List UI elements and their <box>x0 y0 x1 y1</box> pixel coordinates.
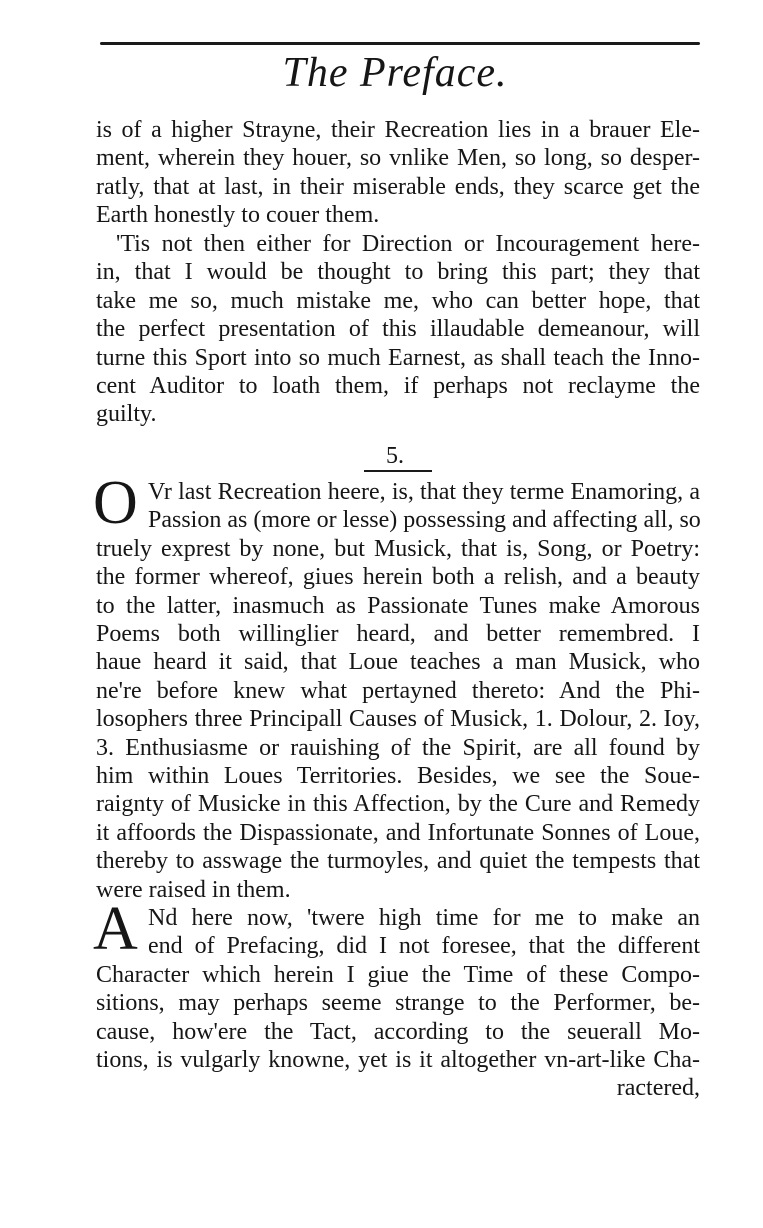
text-line: 'Tis not then either for Direction or Incouragement here- <box>116 231 700 257</box>
catchword: ractered, <box>616 1075 700 1102</box>
drop-cap-o: O <box>93 469 138 537</box>
paragraph-4 <box>96 904 700 1103</box>
text-line: take me so, much mistake me, who can better hope, that <box>96 287 700 314</box>
paragraph-1 <box>96 116 700 230</box>
text-line: guilty. <box>96 401 157 428</box>
text-line: 3. Enthusiasme or rauishing of the Spirit, are all found by <box>96 734 700 761</box>
text-line: turne this Sport into so much Earnest, as shall teach the Inno- <box>96 344 700 371</box>
text-line: end of Prefacing, did I not foresee, that the different <box>148 933 700 960</box>
text-line: losophers three Principall Causes of Musick, 1. Dolour, 2. Ioy, <box>96 706 700 733</box>
text-line: sitions, may perhaps seeme strange to the Performer, be- <box>96 990 700 1017</box>
text-line: Passion as (more or lesse) possessing and affecting all, so <box>148 507 701 534</box>
text-line: the former whereof, giues herein both a relish, and a beauty <box>96 564 700 591</box>
text-line: ne're before knew what pertayned thereto: And the Phi- <box>96 677 700 704</box>
text-line: thereby to asswage the turmoyles, and quiet the tempests that <box>96 848 700 875</box>
text-line: Earth honestly to couer them. <box>96 202 380 229</box>
drop-cap-a: A <box>93 895 138 963</box>
text-line: Vr last Recreation heere, is, that they terme Enamoring, a <box>148 479 700 505</box>
text-line: ment, wherein they houer, so vnlike Men, so long, so desper- <box>96 145 700 172</box>
text-line: cause, how'ere the Tact, according to the seuerall Mo- <box>96 1018 700 1045</box>
text-line: tions, is vulgarly knowne, yet is it altogether vn-art-like Cha- <box>96 1047 700 1074</box>
paragraph-2 <box>96 230 700 429</box>
text-line: cent Auditor to loath them, if perhaps not reclayme the <box>96 373 700 400</box>
text-line: Poems both willinglier heard, and better remembred. I <box>96 621 700 648</box>
section-number: 5. <box>386 443 404 469</box>
paragraph-3 <box>96 478 700 904</box>
text-line: is of a higher Strayne, their Recreation lies in a brauer Ele- <box>96 117 700 143</box>
text-line: truely exprest by none, but Musick, that is, Song, or Poetry: <box>96 535 700 562</box>
section-underline <box>364 470 432 472</box>
text-line: haue heard it said, that Loue teaches a man Musick, who <box>96 649 700 676</box>
text-line: it affoords the Dispassionate, and Infortunate Sonnes of Loue, <box>96 819 700 846</box>
text-line: the perfect presentation of this illaudable demeanour, will <box>96 316 700 343</box>
header-rule <box>100 42 700 45</box>
text-line: were raised in them. <box>96 876 291 903</box>
text-line: in, that I would be thought to bring this part; they that <box>96 259 700 286</box>
text-line: Nd here now, 'twere high time for me to make an <box>148 905 700 931</box>
text-line: ratly, that at last, in their miserable ends, they scarce get the <box>96 173 700 200</box>
text-line: him within Loues Territories. Besides, we see the Soue- <box>96 763 700 790</box>
text-line: to the latter, inasmuch as Passionate Tunes make Amorous <box>96 592 700 619</box>
page-title: The Preface. <box>282 50 508 96</box>
text-line: raignty of Musicke in this Affection, by the Cure and Remedy <box>96 791 700 818</box>
text-line: Character which herein I giue the Time of these Compo- <box>96 961 700 988</box>
